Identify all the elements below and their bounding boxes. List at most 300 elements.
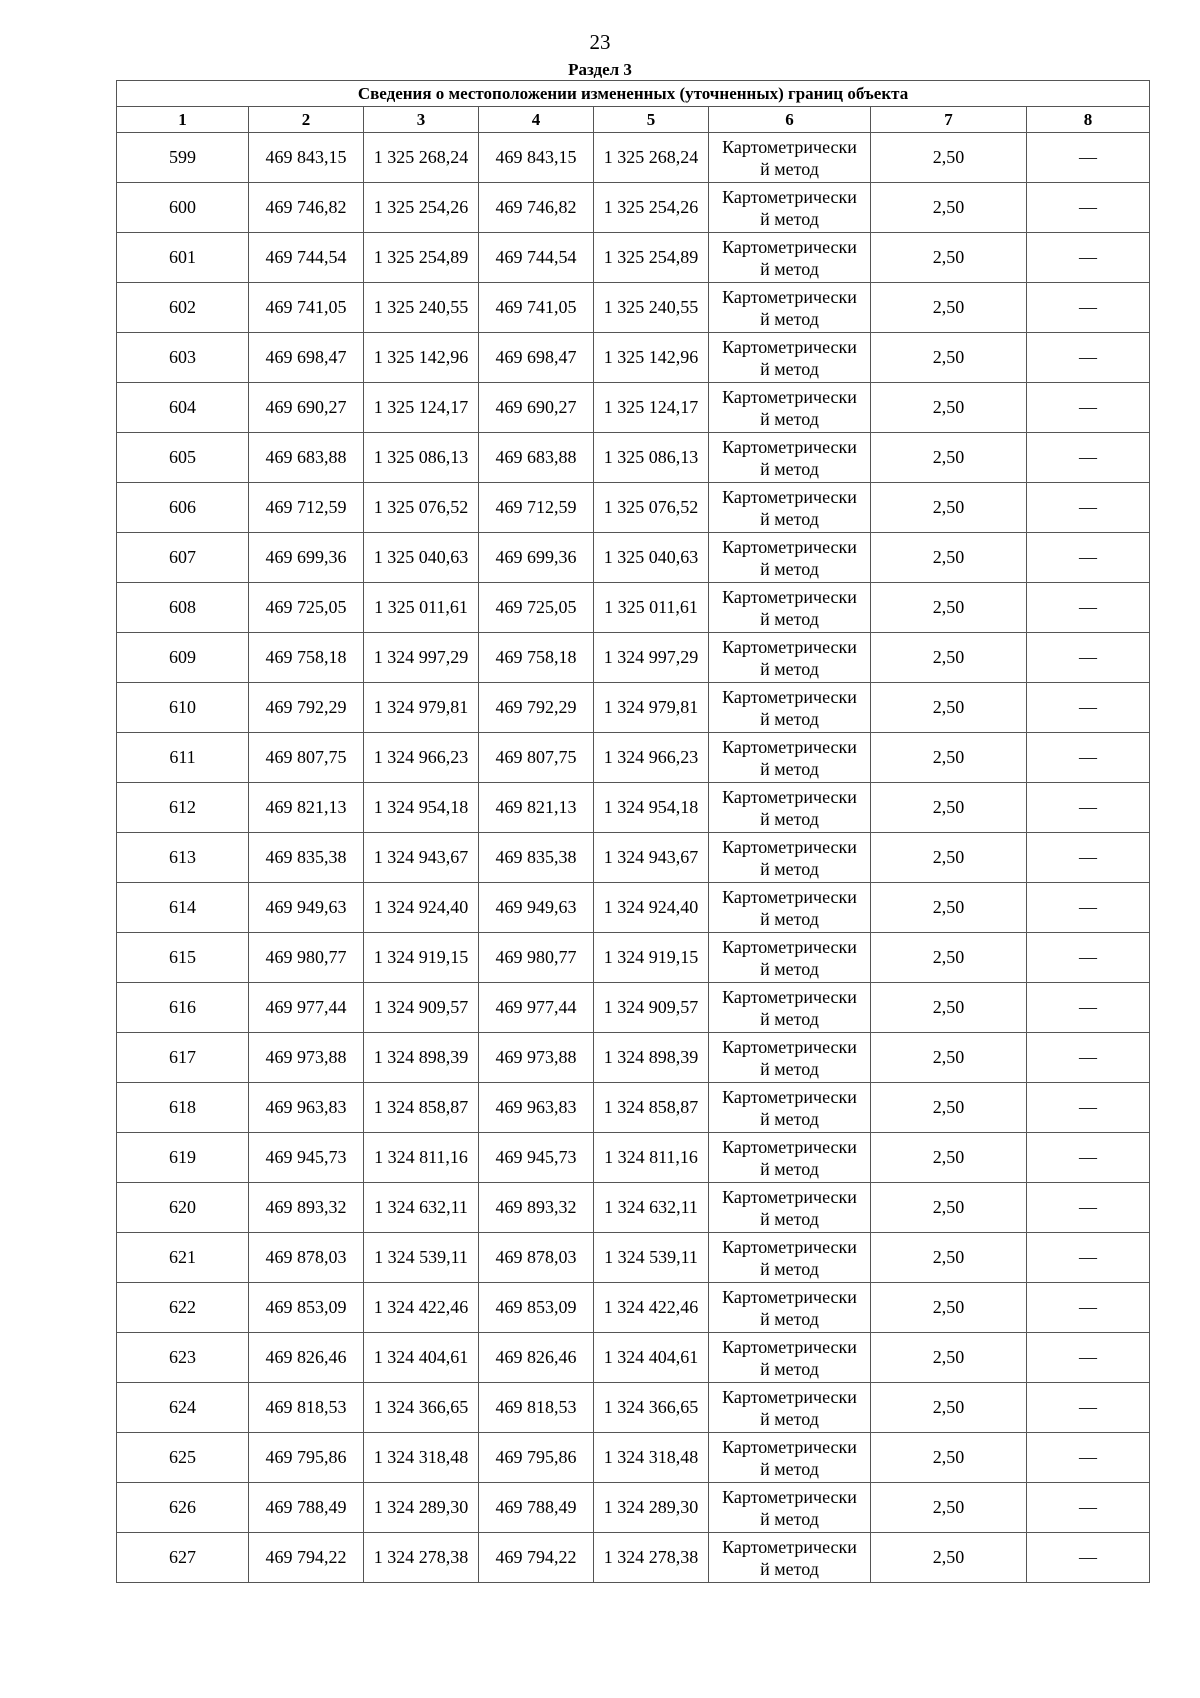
note-cell: — (1027, 333, 1150, 383)
point-number-cell: 623 (117, 1333, 249, 1383)
note-cell: — (1027, 583, 1150, 633)
note-cell: — (1027, 1533, 1150, 1583)
point-number-cell: 624 (117, 1383, 249, 1433)
method-line-2: й метод (760, 408, 819, 429)
note-cell: — (1027, 683, 1150, 733)
note-cell: — (1027, 283, 1150, 333)
method-cell (709, 1483, 871, 1533)
x-existing-cell: 469 893,32 (249, 1183, 364, 1233)
x-new-cell: 469 725,05 (479, 583, 594, 633)
x-existing-cell: 469 945,73 (249, 1133, 364, 1183)
y-existing-cell: 1 324 858,87 (364, 1083, 479, 1133)
y-new-cell: 1 325 240,55 (594, 283, 709, 333)
column-header: 2 (249, 107, 364, 133)
x-existing-cell: 469 795,86 (249, 1433, 364, 1483)
y-new-cell: 1 324 422,46 (594, 1283, 709, 1333)
page-number: 23 (589, 30, 611, 54)
method-line-2: й метод (760, 208, 819, 229)
method-line-2: й метод (760, 158, 819, 179)
x-new-cell: 469 843,15 (479, 133, 594, 183)
method-line-2: й метод (760, 708, 819, 729)
point-number-cell: 627 (117, 1533, 249, 1583)
accuracy-cell: 2,50 (871, 583, 1027, 633)
x-new-cell: 469 712,59 (479, 483, 594, 533)
y-new-cell: 1 324 811,16 (594, 1133, 709, 1183)
method-cell (709, 1283, 871, 1333)
y-existing-cell: 1 324 924,40 (364, 883, 479, 933)
y-new-cell: 1 325 142,96 (594, 333, 709, 383)
method-line-2: й метод (760, 1108, 819, 1129)
method-line-1: Картометрически (722, 586, 857, 607)
point-number-cell: 626 (117, 1483, 249, 1533)
table-row (117, 133, 1150, 183)
accuracy-cell: 2,50 (871, 283, 1027, 333)
y-existing-cell: 1 324 898,39 (364, 1033, 479, 1083)
method-line-2: й метод (760, 808, 819, 829)
table-row (117, 783, 1150, 833)
table-row (117, 433, 1150, 483)
x-new-cell: 469 853,09 (479, 1283, 594, 1333)
x-new-cell: 469 980,77 (479, 933, 594, 983)
method-cell (709, 883, 871, 933)
y-existing-cell: 1 324 366,65 (364, 1383, 479, 1433)
method-line-1: Картометрически (722, 836, 857, 857)
accuracy-cell: 2,50 (871, 1283, 1027, 1333)
y-existing-cell: 1 324 943,67 (364, 833, 479, 883)
point-number-cell: 606 (117, 483, 249, 533)
x-existing-cell: 469 853,09 (249, 1283, 364, 1333)
x-existing-cell: 469 725,05 (249, 583, 364, 633)
y-existing-cell: 1 324 289,30 (364, 1483, 479, 1533)
note-cell: — (1027, 383, 1150, 433)
y-existing-cell: 1 325 011,61 (364, 583, 479, 633)
method-cell (709, 533, 871, 583)
x-existing-cell: 469 977,44 (249, 983, 364, 1033)
point-number-cell: 622 (117, 1283, 249, 1333)
accuracy-cell: 2,50 (871, 1433, 1027, 1483)
x-new-cell: 469 683,88 (479, 433, 594, 483)
x-new-cell: 469 788,49 (479, 1483, 594, 1533)
x-new-cell: 469 821,13 (479, 783, 594, 833)
point-number-cell: 607 (117, 533, 249, 583)
point-number-cell: 610 (117, 683, 249, 733)
method-line-1: Картометрически (722, 1186, 857, 1207)
note-cell: — (1027, 733, 1150, 783)
x-new-cell: 469 690,27 (479, 383, 594, 433)
method-line-2: й метод (760, 1458, 819, 1479)
table-row (117, 183, 1150, 233)
point-number-cell: 619 (117, 1133, 249, 1183)
coordinates-table (116, 80, 1150, 1583)
section-title: Раздел 3 (568, 60, 632, 79)
point-number-cell: 617 (117, 1033, 249, 1083)
y-new-cell: 1 324 966,23 (594, 733, 709, 783)
y-existing-cell: 1 324 278,38 (364, 1533, 479, 1583)
y-existing-cell: 1 324 539,11 (364, 1233, 479, 1283)
method-line-1: Картометрически (722, 1086, 857, 1107)
y-existing-cell: 1 324 404,61 (364, 1333, 479, 1383)
column-header: 7 (871, 107, 1027, 133)
y-new-cell: 1 325 268,24 (594, 133, 709, 183)
x-existing-cell: 469 712,59 (249, 483, 364, 533)
accuracy-cell: 2,50 (871, 533, 1027, 583)
method-line-2: й метод (760, 608, 819, 629)
x-existing-cell: 469 744,54 (249, 233, 364, 283)
y-new-cell: 1 325 076,52 (594, 483, 709, 533)
x-existing-cell: 469 683,88 (249, 433, 364, 483)
y-new-cell: 1 324 278,38 (594, 1533, 709, 1583)
x-existing-cell: 469 746,82 (249, 183, 364, 233)
column-header: 1 (117, 107, 249, 133)
y-new-cell: 1 324 318,48 (594, 1433, 709, 1483)
accuracy-cell: 2,50 (871, 933, 1027, 983)
table-row (117, 483, 1150, 533)
accuracy-cell: 2,50 (871, 1483, 1027, 1533)
y-new-cell: 1 324 919,15 (594, 933, 709, 983)
point-number-cell: 614 (117, 883, 249, 933)
method-line-2: й метод (760, 1558, 819, 1579)
y-existing-cell: 1 325 240,55 (364, 283, 479, 333)
y-new-cell: 1 325 124,17 (594, 383, 709, 433)
table-row (117, 1133, 1150, 1183)
method-line-1: Картометрически (722, 786, 857, 807)
method-line-2: й метод (760, 658, 819, 679)
x-new-cell: 469 699,36 (479, 533, 594, 583)
note-cell: — (1027, 883, 1150, 933)
note-cell: — (1027, 1183, 1150, 1233)
method-line-1: Картометрически (722, 486, 857, 507)
x-new-cell: 469 893,32 (479, 1183, 594, 1233)
note-cell: — (1027, 833, 1150, 883)
method-cell (709, 1533, 871, 1583)
y-existing-cell: 1 324 997,29 (364, 633, 479, 683)
accuracy-cell: 2,50 (871, 633, 1027, 683)
method-cell (709, 733, 871, 783)
method-cell (709, 1433, 871, 1483)
x-existing-cell: 469 843,15 (249, 133, 364, 183)
x-new-cell: 469 807,75 (479, 733, 594, 783)
method-line-2: й метод (760, 358, 819, 379)
y-new-cell: 1 325 011,61 (594, 583, 709, 633)
x-new-cell: 469 949,63 (479, 883, 594, 933)
y-new-cell: 1 324 632,11 (594, 1183, 709, 1233)
method-line-2: й метод (760, 1358, 819, 1379)
point-number-cell: 615 (117, 933, 249, 983)
y-existing-cell: 1 324 422,46 (364, 1283, 479, 1333)
table-row (117, 1533, 1150, 1583)
x-existing-cell: 469 807,75 (249, 733, 364, 783)
y-existing-cell: 1 325 254,89 (364, 233, 479, 283)
method-line-1: Картометрически (722, 536, 857, 557)
point-number-cell: 620 (117, 1183, 249, 1233)
table-caption: Сведения о местоположении измененных (уточненных) границ объекта (117, 81, 1150, 107)
method-cell (709, 283, 871, 333)
y-new-cell: 1 324 404,61 (594, 1333, 709, 1383)
note-cell: — (1027, 1333, 1150, 1383)
method-cell (709, 433, 871, 483)
table-row (117, 1033, 1150, 1083)
point-number-cell: 605 (117, 433, 249, 483)
x-existing-cell: 469 788,49 (249, 1483, 364, 1533)
method-cell (709, 633, 871, 683)
point-number-cell: 608 (117, 583, 249, 633)
y-existing-cell: 1 324 811,16 (364, 1133, 479, 1183)
x-new-cell: 469 698,47 (479, 333, 594, 383)
accuracy-cell: 2,50 (871, 183, 1027, 233)
accuracy-cell: 2,50 (871, 1333, 1027, 1383)
x-existing-cell: 469 758,18 (249, 633, 364, 683)
x-existing-cell: 469 821,13 (249, 783, 364, 833)
note-cell: — (1027, 483, 1150, 533)
x-existing-cell: 469 835,38 (249, 833, 364, 883)
y-existing-cell: 1 325 254,26 (364, 183, 479, 233)
table-body (117, 133, 1150, 1583)
method-line-2: й метод (760, 1508, 819, 1529)
method-cell (709, 1133, 871, 1183)
point-number-cell: 618 (117, 1083, 249, 1133)
method-cell (709, 933, 871, 983)
method-line-1: Картометрически (722, 1236, 857, 1257)
point-number-cell: 612 (117, 783, 249, 833)
accuracy-cell: 2,50 (871, 1383, 1027, 1433)
y-new-cell: 1 324 979,81 (594, 683, 709, 733)
method-line-2: й метод (760, 908, 819, 929)
y-new-cell: 1 324 943,67 (594, 833, 709, 883)
method-cell (709, 133, 871, 183)
point-number-cell: 600 (117, 183, 249, 233)
method-line-2: й метод (760, 308, 819, 329)
table-row (117, 333, 1150, 383)
table-row (117, 1383, 1150, 1433)
accuracy-cell: 2,50 (871, 683, 1027, 733)
accuracy-cell: 2,50 (871, 333, 1027, 383)
y-new-cell: 1 324 858,87 (594, 1083, 709, 1133)
x-existing-cell: 469 792,29 (249, 683, 364, 733)
y-new-cell: 1 324 954,18 (594, 783, 709, 833)
method-line-1: Картометрически (722, 1486, 857, 1507)
point-number-cell: 603 (117, 333, 249, 383)
point-number-cell: 601 (117, 233, 249, 283)
method-cell (709, 583, 871, 633)
method-line-1: Картометрически (722, 1136, 857, 1157)
y-existing-cell: 1 324 979,81 (364, 683, 479, 733)
method-cell (709, 1383, 871, 1433)
method-cell (709, 1233, 871, 1283)
x-new-cell: 469 794,22 (479, 1533, 594, 1583)
method-line-1: Картометрически (722, 1036, 857, 1057)
x-new-cell: 469 818,53 (479, 1383, 594, 1433)
accuracy-cell: 2,50 (871, 983, 1027, 1033)
method-line-2: й метод (760, 458, 819, 479)
accuracy-cell: 2,50 (871, 1033, 1027, 1083)
y-new-cell: 1 324 997,29 (594, 633, 709, 683)
method-line-1: Картометрически (722, 1536, 857, 1557)
point-number-cell: 599 (117, 133, 249, 183)
table-row (117, 533, 1150, 583)
method-cell (709, 683, 871, 733)
method-line-1: Картометрически (722, 386, 857, 407)
note-cell: — (1027, 1133, 1150, 1183)
method-line-2: й метод (760, 1158, 819, 1179)
method-line-2: й метод (760, 1058, 819, 1079)
note-cell: — (1027, 1083, 1150, 1133)
y-existing-cell: 1 324 919,15 (364, 933, 479, 983)
y-new-cell: 1 324 898,39 (594, 1033, 709, 1083)
x-existing-cell: 469 973,88 (249, 1033, 364, 1083)
method-line-2: й метод (760, 508, 819, 529)
x-new-cell: 469 792,29 (479, 683, 594, 733)
table-row (117, 633, 1150, 683)
method-line-2: й метод (760, 958, 819, 979)
note-cell: — (1027, 1283, 1150, 1333)
x-existing-cell: 469 741,05 (249, 283, 364, 333)
accuracy-cell: 2,50 (871, 783, 1027, 833)
method-line-1: Картометрически (722, 686, 857, 707)
x-new-cell: 469 963,83 (479, 1083, 594, 1133)
method-line-2: й метод (760, 758, 819, 779)
table-row (117, 1333, 1150, 1383)
table-row (117, 1083, 1150, 1133)
method-line-2: й метод (760, 258, 819, 279)
x-existing-cell: 469 698,47 (249, 333, 364, 383)
accuracy-cell: 2,50 (871, 383, 1027, 433)
method-cell (709, 483, 871, 533)
accuracy-cell: 2,50 (871, 1183, 1027, 1233)
method-cell (709, 333, 871, 383)
method-cell (709, 183, 871, 233)
x-existing-cell: 469 699,36 (249, 533, 364, 583)
table-caption-row (117, 81, 1150, 107)
point-number-cell: 602 (117, 283, 249, 333)
note-cell: — (1027, 1033, 1150, 1083)
note-cell: — (1027, 783, 1150, 833)
x-new-cell: 469 746,82 (479, 183, 594, 233)
note-cell: — (1027, 1383, 1150, 1433)
method-line-1: Картометрически (722, 436, 857, 457)
point-number-cell: 609 (117, 633, 249, 683)
method-line-2: й метод (760, 558, 819, 579)
point-number-cell: 621 (117, 1233, 249, 1283)
y-new-cell: 1 324 289,30 (594, 1483, 709, 1533)
table-row (117, 733, 1150, 783)
note-cell: — (1027, 533, 1150, 583)
method-line-2: й метод (760, 1308, 819, 1329)
method-cell (709, 1083, 871, 1133)
method-line-1: Картометрически (722, 1286, 857, 1307)
table-row (117, 833, 1150, 883)
note-cell: — (1027, 933, 1150, 983)
method-cell (709, 983, 871, 1033)
y-existing-cell: 1 325 268,24 (364, 133, 479, 183)
table-row (117, 983, 1150, 1033)
accuracy-cell: 2,50 (871, 1083, 1027, 1133)
table-row (117, 1183, 1150, 1233)
y-existing-cell: 1 324 954,18 (364, 783, 479, 833)
method-cell (709, 383, 871, 433)
note-cell: — (1027, 633, 1150, 683)
y-new-cell: 1 324 909,57 (594, 983, 709, 1033)
note-cell: — (1027, 433, 1150, 483)
y-existing-cell: 1 324 909,57 (364, 983, 479, 1033)
accuracy-cell: 2,50 (871, 833, 1027, 883)
table-row (117, 283, 1150, 333)
method-line-1: Картометрически (722, 286, 857, 307)
method-line-1: Картометрически (722, 986, 857, 1007)
y-new-cell: 1 324 924,40 (594, 883, 709, 933)
y-new-cell: 1 324 366,65 (594, 1383, 709, 1433)
accuracy-cell: 2,50 (871, 233, 1027, 283)
accuracy-cell: 2,50 (871, 733, 1027, 783)
method-line-1: Картометрически (722, 936, 857, 957)
note-cell: — (1027, 1433, 1150, 1483)
column-header: 8 (1027, 107, 1150, 133)
x-new-cell: 469 826,46 (479, 1333, 594, 1383)
accuracy-cell: 2,50 (871, 133, 1027, 183)
x-new-cell: 469 977,44 (479, 983, 594, 1033)
table-row (117, 1433, 1150, 1483)
accuracy-cell: 2,50 (871, 883, 1027, 933)
method-line-1: Картометрически (722, 186, 857, 207)
note-cell: — (1027, 183, 1150, 233)
y-existing-cell: 1 325 076,52 (364, 483, 479, 533)
method-cell (709, 1033, 871, 1083)
y-existing-cell: 1 325 040,63 (364, 533, 479, 583)
x-new-cell: 469 741,05 (479, 283, 594, 333)
method-line-2: й метод (760, 1408, 819, 1429)
point-number-cell: 625 (117, 1433, 249, 1483)
x-new-cell: 469 758,18 (479, 633, 594, 683)
method-line-1: Картометрически (722, 136, 857, 157)
method-line-1: Картометрически (722, 236, 857, 257)
y-existing-cell: 1 324 966,23 (364, 733, 479, 783)
accuracy-cell: 2,50 (871, 433, 1027, 483)
method-line-1: Картометрически (722, 886, 857, 907)
x-new-cell: 469 945,73 (479, 1133, 594, 1183)
x-existing-cell: 469 690,27 (249, 383, 364, 433)
note-cell: — (1027, 133, 1150, 183)
table-header-row (117, 107, 1150, 133)
x-new-cell: 469 744,54 (479, 233, 594, 283)
x-new-cell: 469 878,03 (479, 1233, 594, 1283)
y-new-cell: 1 324 539,11 (594, 1233, 709, 1283)
x-existing-cell: 469 980,77 (249, 933, 364, 983)
method-line-1: Картометрически (722, 636, 857, 657)
point-number-cell: 604 (117, 383, 249, 433)
table-row (117, 1283, 1150, 1333)
method-line-2: й метод (760, 858, 819, 879)
method-line-1: Картометрически (722, 1436, 857, 1457)
accuracy-cell: 2,50 (871, 1133, 1027, 1183)
accuracy-cell: 2,50 (871, 483, 1027, 533)
column-header: 3 (364, 107, 479, 133)
method-cell (709, 1333, 871, 1383)
x-existing-cell: 469 794,22 (249, 1533, 364, 1583)
y-new-cell: 1 325 254,26 (594, 183, 709, 233)
note-cell: — (1027, 233, 1150, 283)
point-number-cell: 611 (117, 733, 249, 783)
y-existing-cell: 1 324 632,11 (364, 1183, 479, 1233)
method-line-1: Картометрически (722, 736, 857, 757)
table-row (117, 883, 1150, 933)
x-existing-cell: 469 963,83 (249, 1083, 364, 1133)
y-existing-cell: 1 325 124,17 (364, 383, 479, 433)
y-new-cell: 1 325 086,13 (594, 433, 709, 483)
method-line-1: Картометрически (722, 1336, 857, 1357)
method-cell (709, 233, 871, 283)
x-new-cell: 469 795,86 (479, 1433, 594, 1483)
method-line-1: Картометрически (722, 1386, 857, 1407)
accuracy-cell: 2,50 (871, 1233, 1027, 1283)
